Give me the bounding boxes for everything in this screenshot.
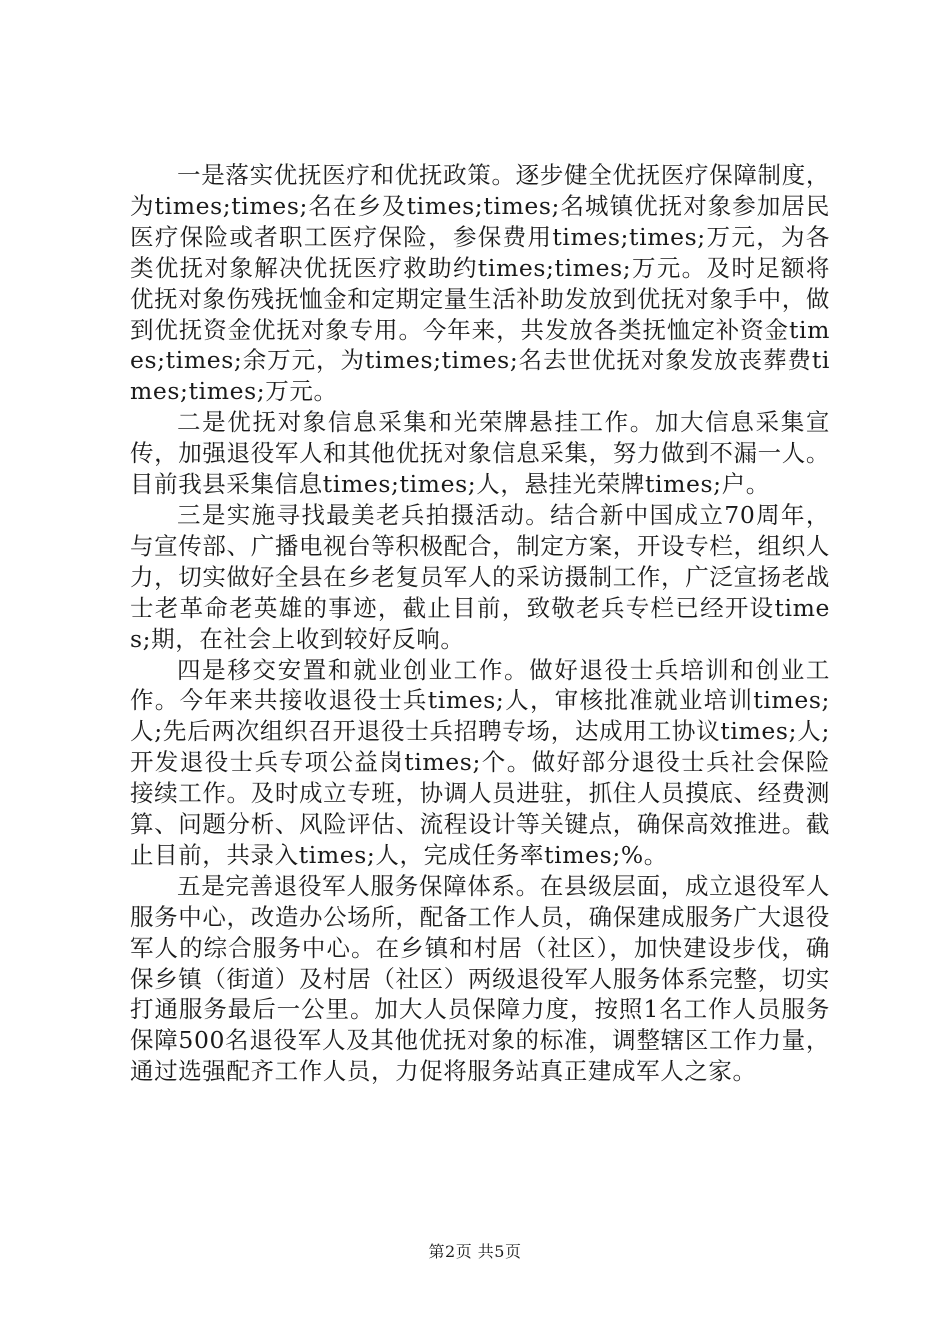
paragraph-medical-care: 一是落实优抚医疗和优抚政策。逐步健全优抚医疗保障制度，为times;times;名在乡及times;times;名城镇优抚对象参加居民医疗保险或者职工医疗保险，参保费用times;times;万元，为各类优抚对象解决优抚医疗救助约times;times;万元。及时足额将优抚对象伤残抚恤金和定期定量生活补助发放到优抚对象手中，做到优抚资金优抚对象专用。今年来，共发放各类抚恤定补资金times;times;余万元，为times;times;名去世优抚对象发放丧葬费times;times;万元。: [130, 161, 830, 406]
document-body: [130, 160, 830, 1087]
paragraph-info-collection: 二是优抚对象信息采集和光荣牌悬挂工作。加大信息采集宣传，加强退役军人和其他优抚对象信息采集，努力做到不漏一人。目前我县采集信息times;times;人，悬挂光荣牌times;户。: [130, 408, 830, 499]
paragraph-veteran-filming: 三是实施寻找最美老兵拍摄活动。结合新中国成立70周年，与宣传部、广播电视台等积极配合，制定方案，开设专栏，组织人力，切实做好全县在乡老复员军人的采访摄制工作，广泛宣扬老战士老革命老英雄的事迹，截止目前，致敬老兵专栏已经开设times;期，在社会上收到较好反响。: [130, 500, 830, 653]
paragraph-service-system: 五是完善退役军人服务保障体系。在县级层面，成立退役军人服务中心，改造办公场所，配备工作人员，确保建成服务广大退役军人的综合服务中心。在乡镇和村居（社区），加快建设步伐，确保乡镇（街道）及村居（社区）两级退役军人服务体系完整，切实打通服务最后一公里。加大人员保障力度，按照1名工作人员服务保障500名退役军人及其他优抚对象的标准，调整辖区工作力量，通过选强配齐工作人员，力促将服务站真正建成军人之家。: [130, 871, 830, 1086]
page-number-footer: 第2页 共5页: [428, 1242, 522, 1261]
paragraph-employment: 四是移交安置和就业创业工作。做好退役士兵培训和创业工作。今年来共接收退役士兵times;人，审核批准就业培训times;人;先后两次组织召开退役士兵招聘专场，达成用工协议times;人;开发退役士兵专项公益岗times;个。做好部分退役士兵社会保险接续工作。及时成立专班，协调人员进驻，抓住人员摸底、经费测算、问题分析、风险评估、流程设计等关键点，确保高效推进。截止目前，共录入times;人，完成任务率times;%。: [130, 655, 830, 869]
